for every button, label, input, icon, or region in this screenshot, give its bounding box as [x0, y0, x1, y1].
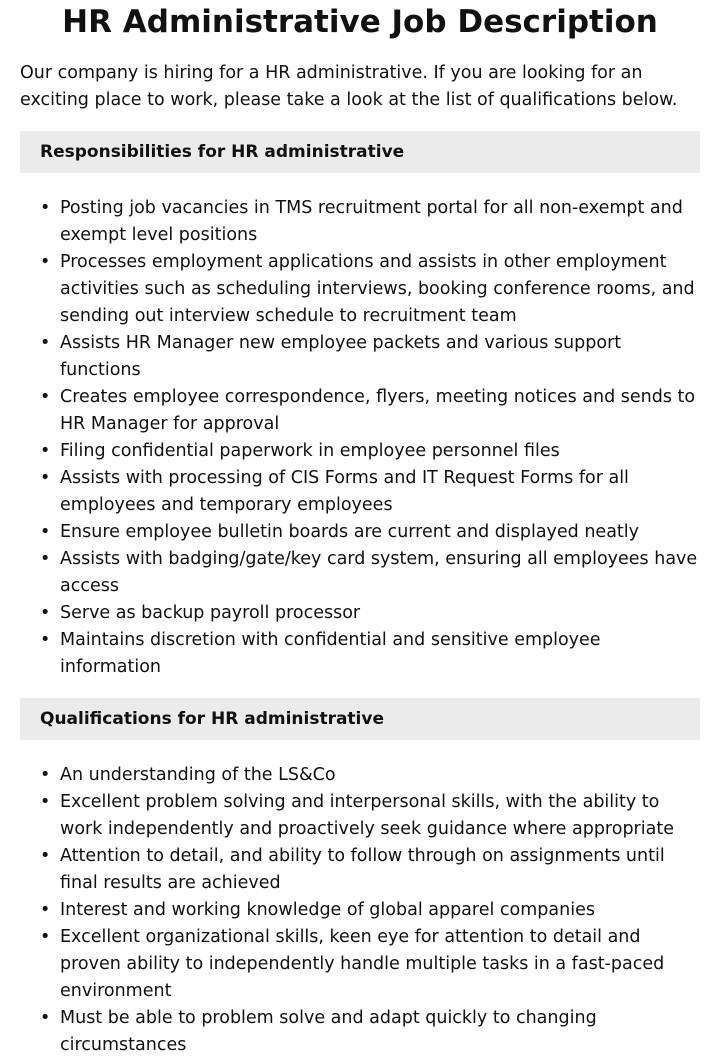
list-item-text: Assists HR Manager new employee packets and various support functions: [60, 333, 622, 380]
list-item-text: Excellent organizational skills, keen eye for attention to detail and proven ability to independently handle multiple tasks in a fast-paced environment: [60, 927, 665, 1001]
list-item-text: Processes employment applications and assists in other employment activities such as scheduling interviews, booking conference rooms, and sending out interview schedule to recruitment team: [60, 252, 695, 326]
list-item: [20, 843, 700, 897]
list-item: [20, 330, 700, 384]
list-item-text: Serve as backup payroll processor: [60, 603, 361, 623]
responsibilities-heading: Responsibilities for HR administrative: [20, 131, 700, 173]
list-item: [20, 438, 700, 465]
list-item: [20, 897, 700, 924]
bullet-icon: •: [40, 1008, 51, 1028]
list-item-text: Assists with badging/gate/key card system, ensuring all employees have access: [60, 549, 698, 596]
bullet-icon: •: [40, 549, 51, 569]
list-item: [20, 384, 700, 438]
list-item: [20, 789, 700, 843]
list-item: [20, 465, 700, 519]
bullet-icon: •: [40, 252, 51, 272]
intro-paragraph: Our company is hiring for a HR administrative. If you are looking for an exciting place to work, please take a look at the list of qualifications below.: [20, 63, 678, 110]
bullet-icon: •: [40, 630, 51, 650]
list-item-text: Creates employee correspondence, flyers, meeting notices and sends to HR Manager for approval: [60, 387, 696, 434]
bullet-icon: •: [40, 333, 51, 353]
list-item: [20, 762, 700, 789]
list-item-text: Interest and working knowledge of global apparel companies: [60, 900, 595, 920]
list-item-text: Ensure employee bulletin boards are current and displayed neatly: [60, 522, 640, 542]
page-title: HR Administrative Job Description: [62, 4, 658, 40]
list-item-text: Attention to detail, and ability to follow through on assignments until final results are achieved: [60, 846, 665, 893]
list-item: [20, 546, 700, 600]
list-item-text: Excellent problem solving and interpersonal skills, with the ability to work independently and proactively seek guidance where appropriate: [60, 792, 674, 839]
bullet-icon: •: [40, 522, 51, 542]
bullet-icon: •: [40, 792, 51, 812]
list-item-text: An understanding of the LS&Co: [60, 765, 336, 785]
bullet-icon: •: [40, 900, 51, 920]
list-item-text: Filing confidential paperwork in employee personnel files: [60, 441, 560, 461]
bullet-icon: •: [40, 387, 51, 407]
list-item: [20, 600, 700, 627]
list-item: [20, 627, 700, 681]
responsibilities-list: [20, 195, 700, 681]
bullet-icon: •: [40, 765, 51, 785]
list-item: [20, 249, 700, 330]
list-item: [20, 924, 700, 1005]
list-item: [20, 195, 700, 249]
list-item-text: Assists with processing of CIS Forms and IT Request Forms for all employees and temporary employees: [60, 468, 629, 515]
qualifications-heading: Qualifications for HR administrative: [20, 698, 700, 740]
list-item-text: Posting job vacancies in TMS recruitment portal for all non-exempt and exempt level positions: [60, 198, 683, 245]
bullet-icon: •: [40, 468, 51, 488]
bullet-icon: •: [40, 198, 51, 218]
qualifications-list: [20, 762, 700, 1059]
list-item: [20, 519, 700, 546]
bullet-icon: •: [40, 603, 51, 623]
bullet-icon: •: [40, 846, 51, 866]
list-item-text: Maintains discretion with confidential and sensitive employee information: [60, 630, 601, 677]
list-item-text: Must be able to problem solve and adapt quickly to changing circumstances: [60, 1008, 597, 1055]
list-item: [20, 1005, 700, 1059]
bullet-icon: •: [40, 441, 51, 461]
bullet-icon: •: [40, 927, 51, 947]
